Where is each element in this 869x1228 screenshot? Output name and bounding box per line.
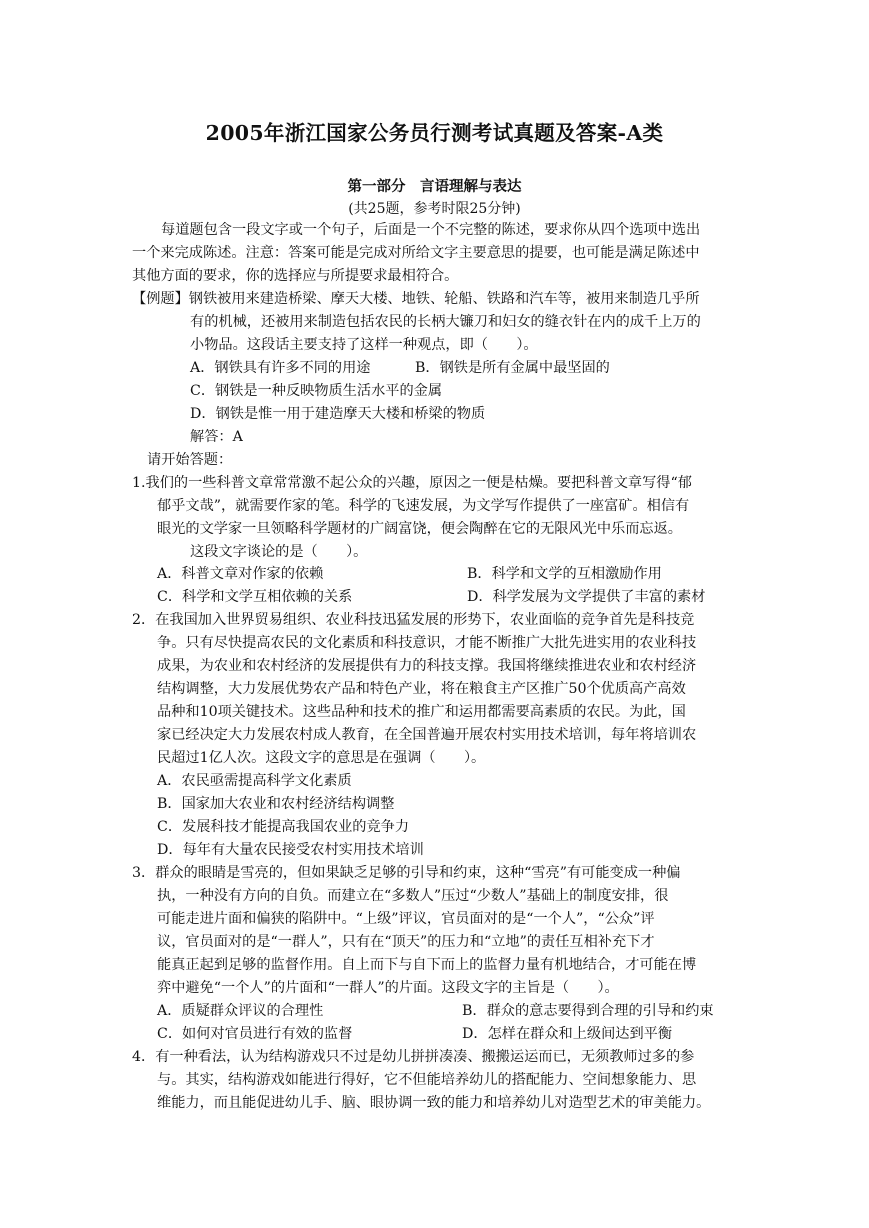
question-line: 3．群众的眼睛是雪亮的，但如果缺乏足够的引导和约束，这种“雪亮”有可能变成一种偏 xyxy=(132,865,681,881)
question-line: 可能走进片面和偏狭的陷阱中。“上级”评议，官员面对的是“一个人”，“公众”评 xyxy=(157,911,655,927)
question-line: 家已经决定大力发展农村成人教育，在全国普遍开展农村实用技术培训，每年将培训农 xyxy=(157,727,697,743)
option-b: B．科学和文学的互相激励作用 xyxy=(467,566,662,582)
example-option-d: D．钢铁是惟一用于建造摩天大楼和桥梁的物质 xyxy=(190,406,486,422)
question-line: 成果，为农业和农村经济的发展提供有力的科技支撑。我国将继续推进农业和农村经济 xyxy=(157,658,697,674)
question-line: 民超过1亿人次。这段文字的意思是在强调（ ）。 xyxy=(157,750,486,766)
option-a: A．科普文章对作家的依赖 xyxy=(157,566,324,582)
start-label: 请开始答题： xyxy=(147,452,233,468)
example-option-c: C．钢铁是一种反映物质生活水平的金属 xyxy=(190,383,443,399)
option-c: C．如何对官员进行有效的监督 xyxy=(157,1026,353,1042)
option-d: D．怎样在群众和上级间达到平衡 xyxy=(462,1026,673,1042)
option-c: C．发展科技才能提高我国农业的竞争力 xyxy=(157,819,410,835)
option-a: A．农民亟需提高科学文化素质 xyxy=(157,773,352,789)
question-line: 弈中避免“一个人”的片面和“一群人”的片面。这段文字的主旨是（ ）。 xyxy=(157,980,619,996)
question-line: 2．在我国加入世界贸易组织、农业科技迅猛发展的形势下，农业面临的竞争首先是科技竞 xyxy=(132,612,695,628)
instruction-line: 每道题包含一段文字或一个句子，后面是一个不完整的陈述，要求你从四个选项中选出 xyxy=(161,222,701,238)
option-d: D．科学发展为文学提供了丰富的素材 xyxy=(467,589,706,605)
question-line: 议，官员面对的是“一群人”，只有在“顶天”的压力和“立地”的责任互相补充下才 xyxy=(157,934,655,950)
question-line: 执，一种没有方向的自负。而建立在“多数人”压过“少数人”基础上的制度安排，很 xyxy=(157,888,669,904)
option-c: C．科学和文学互相依赖的关系 xyxy=(157,589,353,605)
option-b: B．国家加大农业和农村经济结构调整 xyxy=(157,796,395,812)
example-answer: 解答：A xyxy=(190,429,243,445)
option-b: B．群众的意志要得到合理的引导和约束 xyxy=(462,1003,714,1019)
question-line: 维能力，而且能促进幼儿手、脑、眼协调一致的能力和培养幼儿对造型艺术的审美能力。 xyxy=(157,1095,711,1111)
part-heading: 第一部分 言语理解与表达 xyxy=(347,178,522,195)
part-note: (共25题，参考时限25分钟) xyxy=(348,201,521,217)
option-d: D．每年有大量农民接受农村实用技术培训 xyxy=(157,842,424,858)
question-line: 结构调整，大力发展优势农产品和特色产业，将在粮食主产区推广50个优质高产高效 xyxy=(157,681,686,697)
example-line: 小物品。这段话主要支持了这样一种观点，即（ ）。 xyxy=(190,337,538,353)
question-line: 1.我们的一些科普文章常常激不起公众的兴趣，原因之一便是枯燥。要把科普文章写得“郁 xyxy=(132,475,692,491)
question-line: 争。只有尽快提高农民的文化素质和科技意识，才能不断推广大批先进实用的农业科技 xyxy=(157,635,697,651)
question-line: 能真正起到足够的监督作用。自上而下与自下而上的监督力量有机地结合，才可能在博 xyxy=(157,957,697,973)
question-line: 品种和10项关键技术。这些品种和技术的推广和运用都需要高素质的农民。为此，国 xyxy=(157,704,686,720)
document-title: 2005年浙江国家公务员行测考试真题及答案-A类 xyxy=(205,121,664,145)
example-option-b: B．钢铁是所有金属中最坚固的 xyxy=(415,360,610,376)
question-line: 郁乎文哉”，就需要作家的笔。科学的飞速发展，为文学写作提供了一座富矿。相信有 xyxy=(157,498,690,514)
instruction-line: 其他方面的要求，你的选择应与所提要求最相符合。 xyxy=(132,268,459,284)
question-line: 眼光的文学家一旦领略科学题材的广阔富饶，便会陶醉在它的无限风光中乐而忘返。 xyxy=(157,521,682,537)
question-line: 与。其实，结构游戏如能进行得好，它不但能培养幼儿的搭配能力、空间想象能力、思 xyxy=(157,1072,697,1088)
example-line: 【例题】钢铁被用来建造桥梁、摩天大楼、地铁、轮船、铁路和汽车等，被用来制造几乎所 xyxy=(132,291,700,307)
example-option-a: A．钢铁具有许多不同的用途 xyxy=(190,360,371,376)
instruction-line: 一个来完成陈述。注意：答案可能是完成对所给文字主要意思的提要，也可能是满足陈述中 xyxy=(132,245,700,261)
question-line: 这段文字谈论的是（ ）。 xyxy=(190,544,368,560)
example-line: 有的机械，还被用来制造包括农民的长柄大镰刀和妇女的缝衣针在内的成千上万的 xyxy=(190,314,701,330)
question-line: 4．有一种看法，认为结构游戏只不过是幼儿拼拼凑凑、搬搬运运而已，无须教师过多的参 xyxy=(132,1049,695,1065)
option-a: A．质疑群众评议的合理性 xyxy=(157,1003,324,1019)
